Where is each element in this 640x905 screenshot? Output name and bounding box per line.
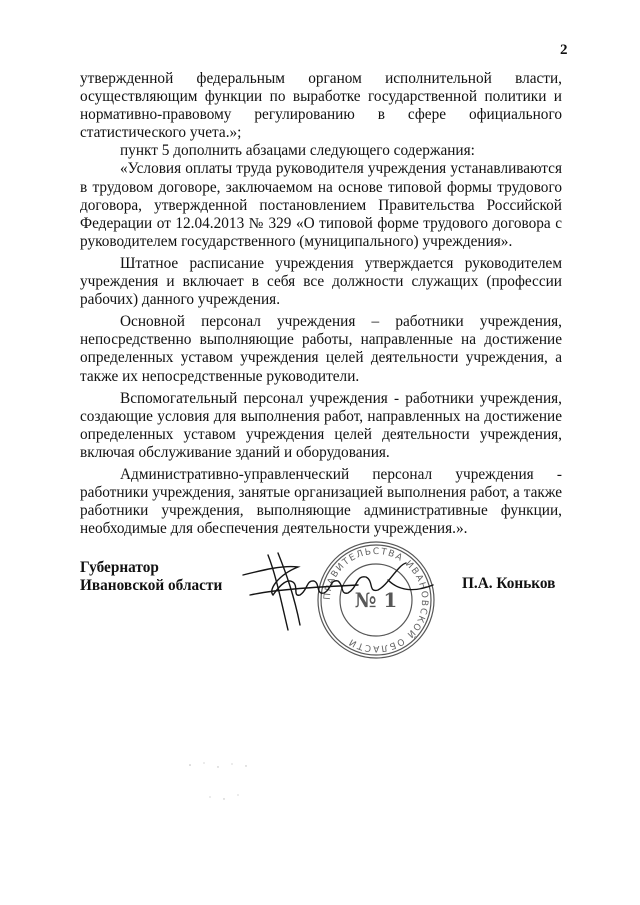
paragraph-item-5: пункт 5 дополнить абзацами следующего содержания: <box>120 142 475 160</box>
document-body <box>80 70 562 538</box>
paragraph-continuation: утвержденной федеральным органом исполнительной власти, осуществляющим функции по выработке государственной политики и нормативно-правовому регулированию в сфере официального статистического учета.»; <box>80 70 562 142</box>
signatory-title-line-1: Губернатор <box>80 559 159 576</box>
signatory-title <box>80 559 222 595</box>
paragraph-admin-staff: Административно-управленческий персонал учреждения - работники учреждения, занятые организацией выполнения работ, а также работники учреждения, выполняющие административные функции, необходимые для обеспечения деятельности учреждения.». <box>80 465 562 538</box>
paragraph-support-staff: Вспомогательный персонал учреждения - работники учреждения, создающие условия для выполнения работ, направленных на достижение определенных уставом учреждения целей деятельности учреждения, включая обслуживание зданий и оборудования. <box>80 389 562 461</box>
paragraph-pay-conditions: «Условия оплаты труда руководителя учреждения устанавливаются в трудовом договоре, заключаемом на основе типовой формы трудового договора, утвержденной постановлением Правительства Российской Федерации от 12.04.2013 № 329 «О типовой форме трудового договора с руководителем государственного (муниципального) учреждения». <box>80 160 562 250</box>
signature-and-seal <box>238 535 438 665</box>
paragraph-main-staff: Основной персонал учреждения – работники учреждения, непосредственно выполняющие работы, направленные на достижение определенных уставом учреждения целей деятельности учреждения, а также их непосредственные руководители. <box>80 313 562 385</box>
official-seal-icon <box>238 535 438 665</box>
seal-ring-text: ПРАВИТЕЛЬСТВА ИВАНОВСКОЙ ОБЛАСТИ <box>322 546 430 654</box>
signatory-name: П.А. Коньков <box>462 575 556 592</box>
seal-number: № 1 <box>354 588 398 612</box>
paragraph-staff-schedule: Штатное расписание учреждения утверждается руководителем учреждения и включает в себя все должности служащих (профессии рабочих) данного учреждения. <box>80 254 562 309</box>
page-number: 2 <box>560 42 568 58</box>
scan-noise-icon <box>180 755 280 815</box>
signatory-title-line-2: Ивановской области <box>80 577 223 594</box>
